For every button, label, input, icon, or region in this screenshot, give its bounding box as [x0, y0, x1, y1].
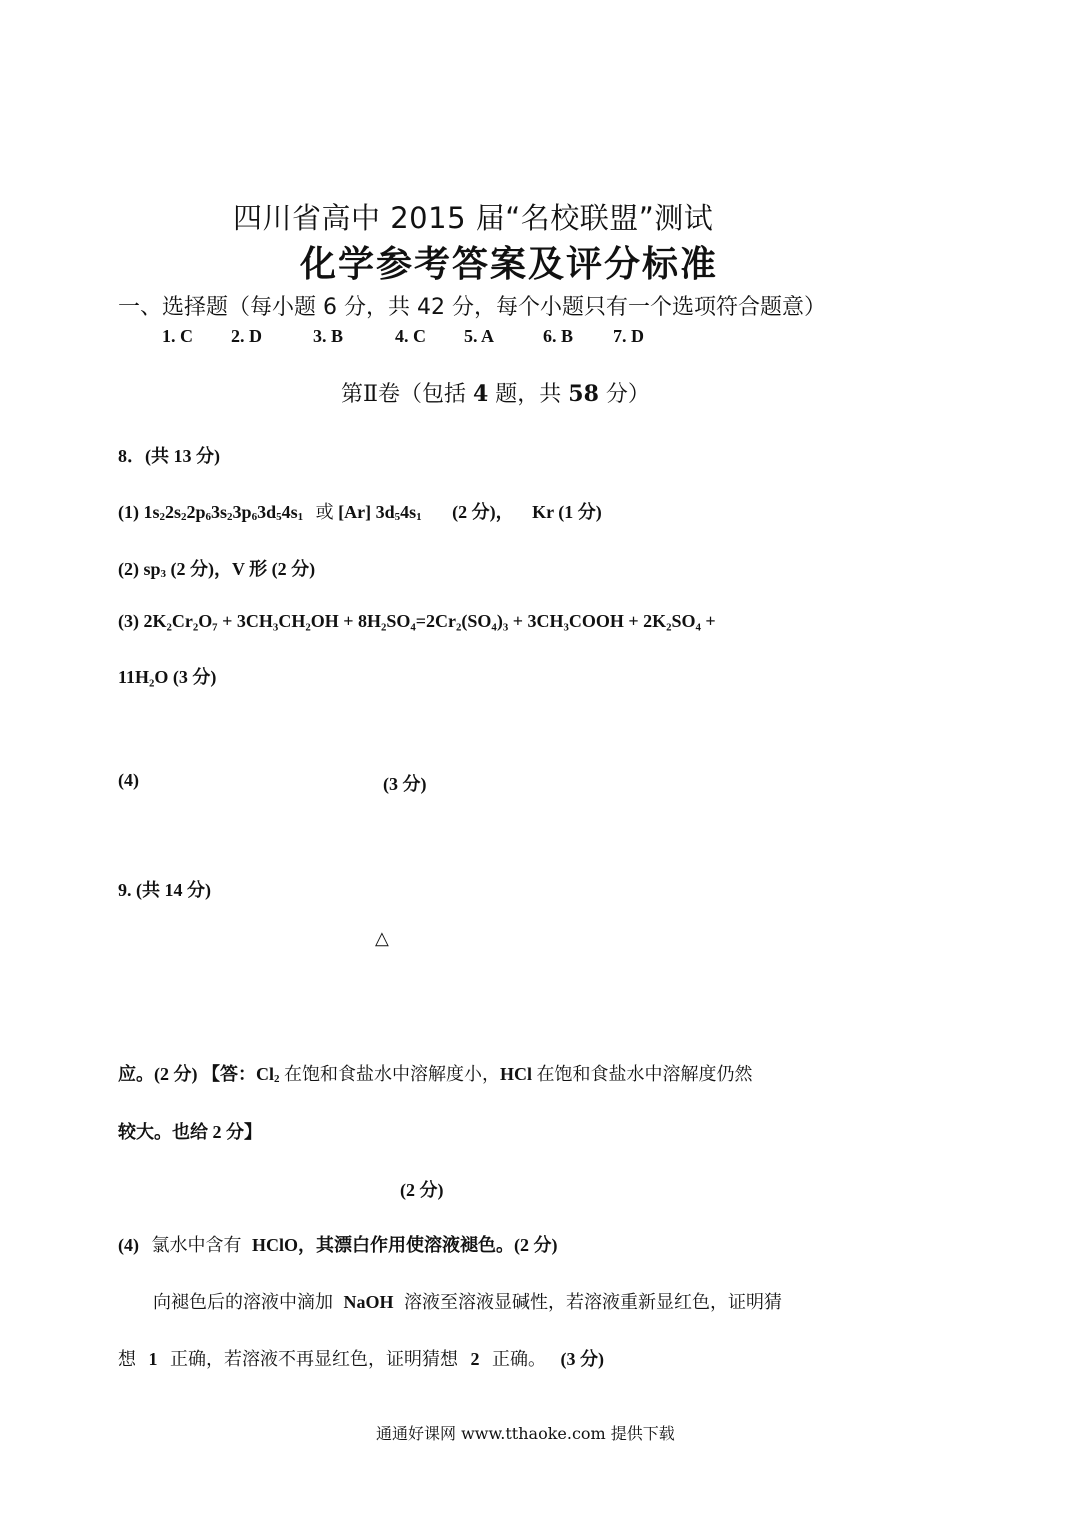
text: HClO: [252, 1235, 299, 1255]
text: 5: [276, 511, 282, 523]
document-subtitle: 化学参考答案及评分标准: [300, 244, 719, 285]
q8-part2: [118, 555, 315, 581]
text: (4): [118, 1235, 139, 1255]
heat-triangle-symbol: △: [375, 928, 389, 948]
q9-line-c: (2 分): [400, 1180, 444, 1200]
q8-part3-line1: (3) 2K₂Cr₂O₇ + 3CH₃CH₂OH + 8H₂SO₄=2Cr₂(SO₄)₃ + 3CH₃COOH + 2K₂SO₄ +: [118, 611, 716, 631]
heading-part: 58: [568, 381, 599, 407]
text: 正确。: [492, 1349, 546, 1370]
answer-item: 2. D: [231, 326, 262, 346]
text: HCl: [500, 1064, 533, 1084]
text: 正确，若溶液不再显红色，证明猜想: [170, 1349, 458, 1370]
answer-item: 7. D: [613, 326, 644, 346]
text: ，其漂白作用使溶液褪色。(2 分): [298, 1235, 558, 1255]
question-9-title: 9. (共 14 分): [118, 880, 211, 900]
text: 2: [470, 1349, 480, 1369]
section-heading-choice: 一、选择题（每小题 6 分，共 42 分，每个小题只有一个选项符合题意）: [118, 295, 826, 320]
text: 3d: [257, 502, 277, 522]
text: (1) 1s: [118, 502, 160, 522]
text: 溶液至溶液显碱性，若溶液重新显红色，证明猜: [404, 1292, 783, 1313]
text: [Ar] 3d: [338, 502, 395, 522]
text: (2) sp: [118, 559, 161, 579]
text: (2 分)，V 形 (2 分): [170, 559, 316, 579]
q8-part4-label: (4): [118, 770, 139, 790]
text: 氯水中含有: [151, 1235, 242, 1256]
q9-line-b: 较大。也给 2 分】: [118, 1122, 262, 1142]
text: Kr (1 分): [532, 502, 602, 522]
text: NaOH: [343, 1292, 394, 1312]
text: 1: [148, 1349, 158, 1369]
text: (2 分)，: [452, 502, 514, 522]
text: 想: [118, 1349, 136, 1370]
text: (3 分): [560, 1349, 604, 1369]
text: 4s: [281, 502, 298, 522]
text: 向褪色后的溶液中滴加: [153, 1292, 333, 1313]
text: 3s: [211, 502, 228, 522]
text: 3: [160, 568, 167, 580]
text: 2: [274, 1073, 280, 1085]
q9-line-e: [153, 1288, 782, 1314]
answer-item: 3. B: [313, 326, 344, 346]
answer-list: [162, 326, 644, 347]
text: 2s: [165, 502, 182, 522]
text: 3p: [232, 502, 252, 522]
q8-part1: [118, 498, 602, 524]
text: 6: [251, 511, 258, 523]
heading-part: 分）: [605, 382, 650, 407]
text: 在饱和食盐水中溶解度仍然: [536, 1064, 753, 1085]
text: 2: [227, 511, 233, 523]
text: 2: [159, 511, 165, 523]
heading-part: 第Ⅱ卷（包括: [341, 382, 466, 407]
q8-part4-score: (3 分): [383, 774, 427, 794]
q8-part3-line2: 11H₂O (3 分): [118, 667, 217, 687]
answer-item: 4. C: [395, 326, 426, 346]
text: 4s: [400, 502, 417, 522]
text: 6: [205, 511, 212, 523]
answer-item: 6. B: [543, 326, 574, 346]
footer-source: 通通好课网 www.tthaoke.com 提供下载: [376, 1424, 675, 1443]
text: 2p: [186, 502, 206, 522]
heading-part: 题，共: [495, 382, 562, 407]
question-8-title: 8．(共 13 分): [118, 446, 220, 466]
text: 5: [394, 511, 401, 523]
text: 2: [181, 511, 187, 523]
heading-part: 4: [472, 381, 489, 407]
answer-item: 5. A: [464, 326, 495, 346]
q9-part4: [118, 1231, 558, 1257]
text: 应。(2 分) 【答：Cl: [118, 1064, 274, 1084]
text: 或: [315, 502, 334, 523]
q9-line-a: [118, 1060, 753, 1086]
document-title: 四川省高中 2015 届“名校联盟”测试: [233, 201, 714, 235]
text: 1: [297, 511, 304, 523]
section-heading-volume2: [341, 377, 650, 408]
answer-item: 1. C: [162, 326, 193, 346]
text: 在饱和食盐水中溶解度小，: [284, 1064, 500, 1085]
text: 1: [416, 511, 422, 523]
q9-line-f: [118, 1345, 604, 1371]
